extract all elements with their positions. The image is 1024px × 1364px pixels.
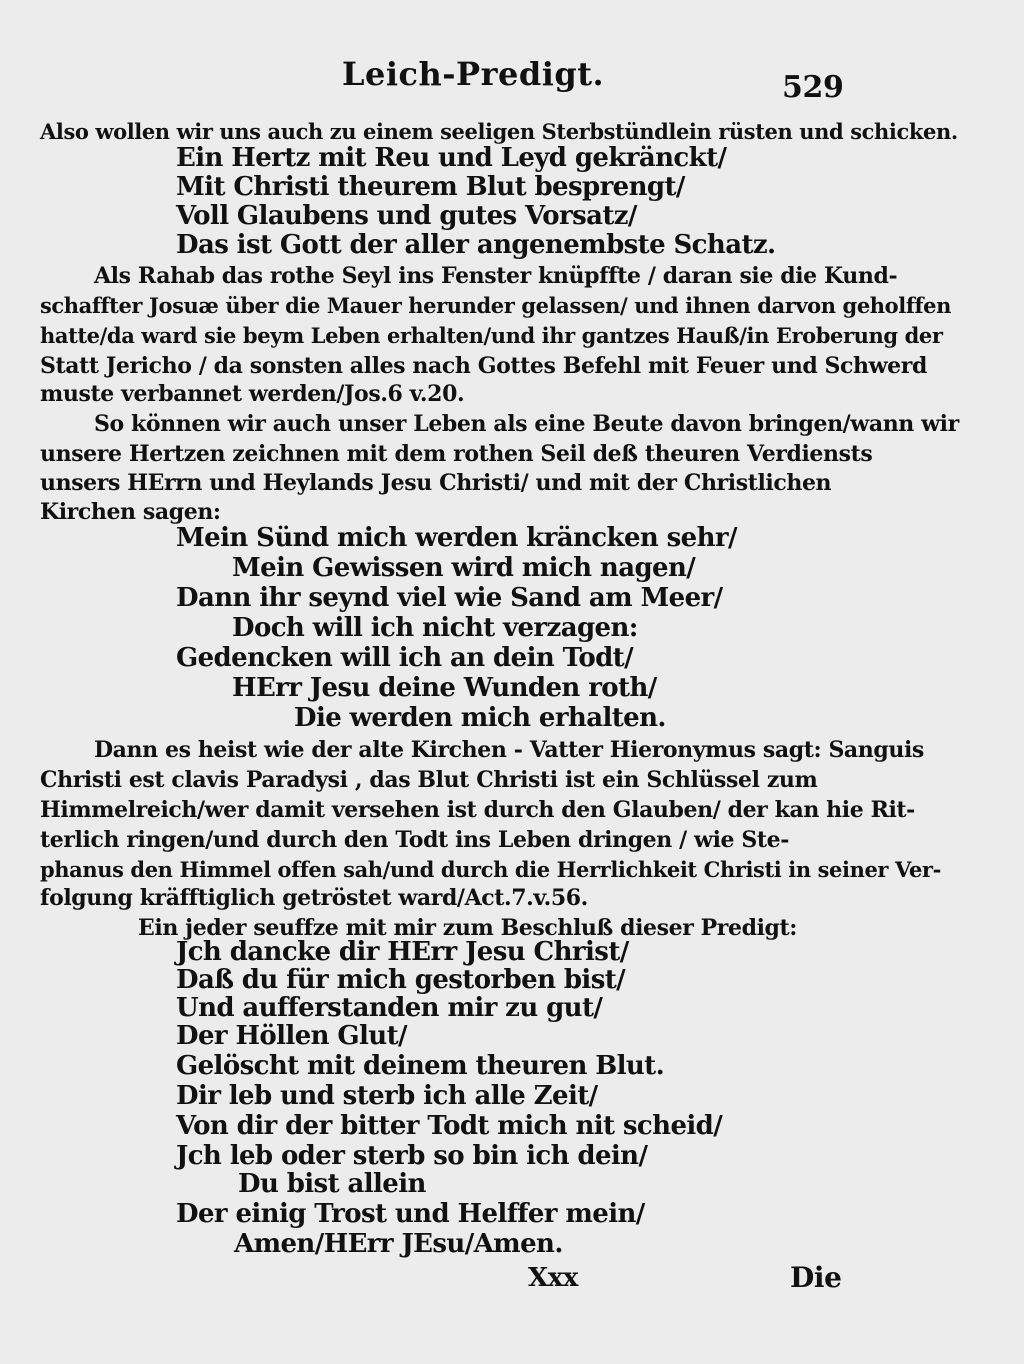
verse-line: Dir leb und sterb ich alle Zeit/ [176, 1081, 598, 1111]
text-line: unsere Hertzen zeichnen mit dem rothen Seil deß theuren Verdiensts [40, 441, 873, 467]
verse-line: Gedencken will ich an dein Todt/ [176, 643, 633, 673]
verse-line: Dann ihr seynd viel wie Sand am Meer/ [176, 583, 723, 613]
signature-mark: Xxx [528, 1263, 578, 1293]
text-line: phanus den Himmel offen sah/und durch die Herrlichkeit Christi in seiner Ver- [40, 857, 941, 882]
text-line: schaffter Josuæ über die Mauer herunder gelassen/ und ihnen darvon geholffen [40, 293, 951, 318]
text-line: Kirchen sagen: [40, 499, 221, 525]
verse-line: HErr Jesu deine Wunden roth/ [232, 673, 657, 703]
text-line: Dann es heist wie der alte Kirchen - Vatter Hieronymus sagt: Sanguis [94, 737, 924, 763]
verse-line: Von dir der bitter Todt mich nit scheid/ [176, 1111, 723, 1141]
running-header: Leich-Predigt. [342, 55, 605, 93]
verse-line: Mit Christi theurem Blut besprengt/ [176, 172, 685, 202]
verse-line: Voll Glaubens und gutes Vorsatz/ [176, 201, 637, 231]
verse-line: Die werden mich erhalten. [294, 703, 666, 733]
verse-line: Jch dancke dir HErr Jesu Christ/ [176, 937, 629, 967]
verse-line: Doch will ich nicht verzagen: [232, 613, 638, 643]
text-line: Himmelreich/wer damit versehen ist durch den Glauben/ der kan hie Rit- [40, 797, 915, 823]
text-line: folgung kräfftiglich getröstet ward/Act.7.v.56. [40, 885, 588, 911]
verse-line: Und aufferstanden mir zu gut/ [176, 993, 603, 1023]
text-line: unsers HErrn und Heylands Jesu Christi/ und mit der Christlichen [40, 470, 832, 496]
text-line: hatte/da ward sie beym Leben erhalten/und ihr gantzes Hauß/in Eroberung der [40, 323, 943, 348]
verse-line: Der Höllen Glut/ [176, 1021, 407, 1051]
text-line: Ein jeder seuffze mit mir zum Beschluß dieser Predigt: [138, 915, 797, 941]
text-line: Also wollen wir uns auch zu einem seeligen Sterbstündlein rüsten und schicken. [40, 119, 958, 144]
text-line: Statt Jericho / da sonsten alles nach Gottes Befehl mit Feuer und Schwerd [40, 353, 927, 379]
verse-line: Der einig Trost und Helffer mein/ [176, 1199, 645, 1229]
verse-line: Du bist allein [238, 1169, 426, 1199]
verse-line: Ein Hertz mit Reu und Leyd gekränckt/ [176, 143, 727, 173]
catchword: Die [790, 1261, 842, 1294]
verse-line: Das ist Gott der aller angenembste Schatz. [176, 230, 776, 260]
verse-line: Jch leb oder sterb so bin ich dein/ [176, 1141, 648, 1171]
text-line: Als Rahab das rothe Seyl ins Fenster knüpffte / daran sie die Kund- [94, 263, 898, 289]
verse-line: Daß du für mich gestorben bist/ [176, 965, 626, 995]
verse-line: Mein Gewissen wird mich nagen/ [232, 553, 696, 583]
text-line: Christi est clavis Paradysi , das Blut Christi ist ein Schlüssel zum [40, 767, 818, 793]
verse-line: Amen/HErr JEsu/Amen. [234, 1229, 563, 1259]
verse-line: Gelöscht mit deinem theuren Blut. [176, 1051, 665, 1081]
text-line: So können wir auch unser Leben als eine Beute davon bringen/wann wir [94, 411, 959, 437]
verse-line: Mein Sünd mich werden kräncken sehr/ [176, 523, 737, 553]
page-number: 529 [782, 70, 844, 105]
text-line: terlich ringen/und durch den Todt ins Leben dringen / wie Ste- [40, 827, 789, 853]
text-line: muste verbannet werden/Jos.6 v.20. [40, 381, 465, 407]
